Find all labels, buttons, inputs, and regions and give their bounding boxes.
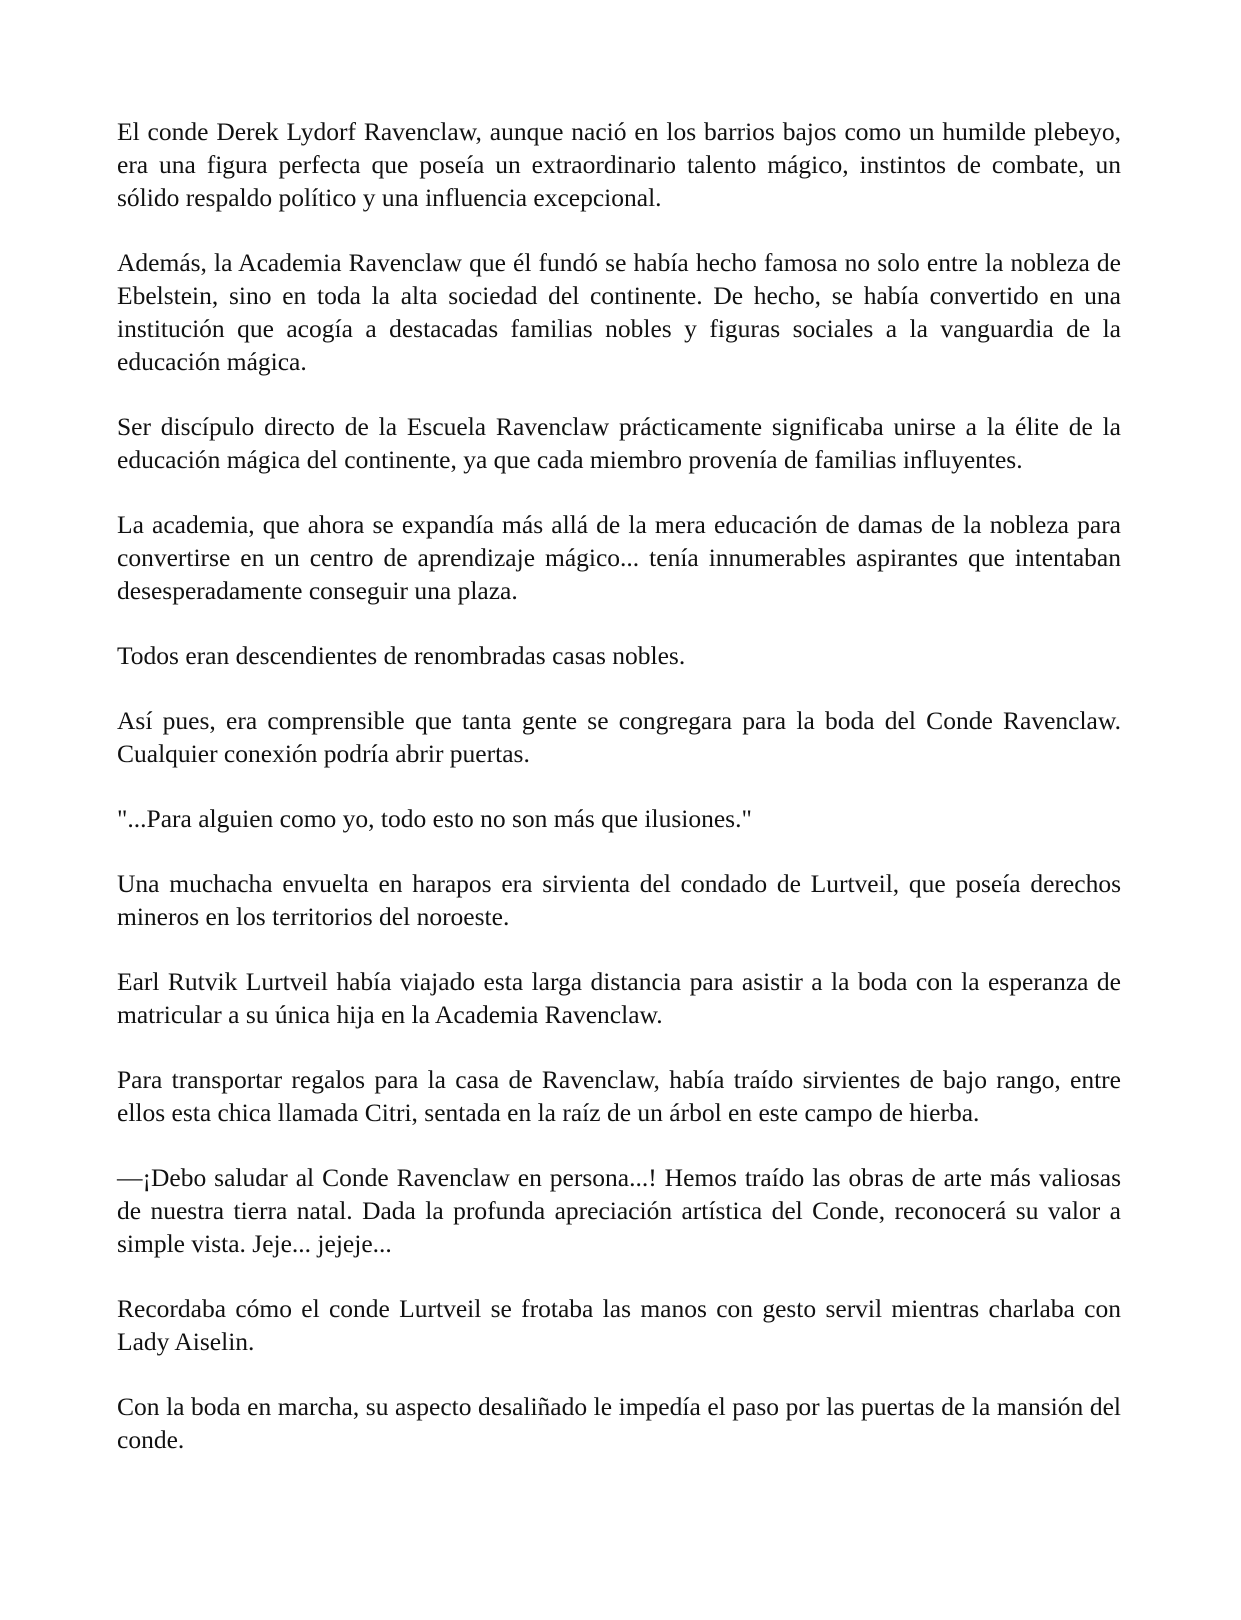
- paragraph-9: Earl Rutvik Lurtveil había viajado esta larga distancia para asistir a la boda con la esperanza de matricular a su única hija en la Academia Ravenclaw.: [117, 967, 1121, 1029]
- paragraph-3: Ser discípulo directo de la Escuela Ravenclaw prácticamente significaba unirse a la élite de la educación mágica del continente, ya que cada miembro provenía de familias influyentes.: [117, 412, 1121, 474]
- paragraph-13: Con la boda en marcha, su aspecto desaliñado le impedía el paso por las puertas de la mansión del conde.: [117, 1392, 1121, 1454]
- paragraph-2: Además, la Academia Ravenclaw que él fundó se había hecho famosa no solo entre la nobleza de Ebelstein, sino en toda la alta sociedad del continente. De hecho, se había convertido en una institución que acogía a destacadas familias nobles y figuras sociales a la vanguardia de la educación mágica.: [117, 248, 1121, 376]
- paragraph-10: Para transportar regalos para la casa de Ravenclaw, había traído sirvientes de bajo rango, entre ellos esta chica llamada Citri, sentada en la raíz de un árbol en este campo de hierba.: [117, 1065, 1121, 1127]
- paragraph-7: "...Para alguien como yo, todo esto no son más que ilusiones.": [117, 804, 752, 833]
- document-body: [117, 115, 1121, 1456]
- paragraph-11: —¡Debo saludar al Conde Ravenclaw en persona...! Hemos traído las obras de arte más valiosas de nuestra tierra natal. Dada la profunda apreciación artística del Conde, reconocerá su valor a simple vista. Jeje... jejeje...: [117, 1163, 1121, 1258]
- paragraph-6: Así pues, era comprensible que tanta gente se congregara para la boda del Conde Ravenclaw. Cualquier conexión podría abrir puertas.: [117, 706, 1121, 768]
- paragraph-12: Recordaba cómo el conde Lurtveil se frotaba las manos con gesto servil mientras charlaba con Lady Aiselin.: [117, 1294, 1121, 1356]
- paragraph-1: El conde Derek Lydorf Ravenclaw, aunque nació en los barrios bajos como un humilde plebeyo, era una figura perfecta que poseía un extraordinario talento mágico, instintos de combate, un sólido respaldo político y una influencia excepcional.: [117, 117, 1121, 212]
- paragraph-5: Todos eran descendientes de renombradas casas nobles.: [117, 641, 686, 670]
- paragraph-8: Una muchacha envuelta en harapos era sirvienta del condado de Lurtveil, que poseía derechos mineros en los territorios del noroeste.: [117, 869, 1121, 931]
- paragraph-4: La academia, que ahora se expandía más allá de la mera educación de damas de la nobleza para convertirse en un centro de aprendizaje mágico... tenía innumerables aspirantes que intentaban desesperadamente conseguir una plaza.: [117, 510, 1121, 605]
